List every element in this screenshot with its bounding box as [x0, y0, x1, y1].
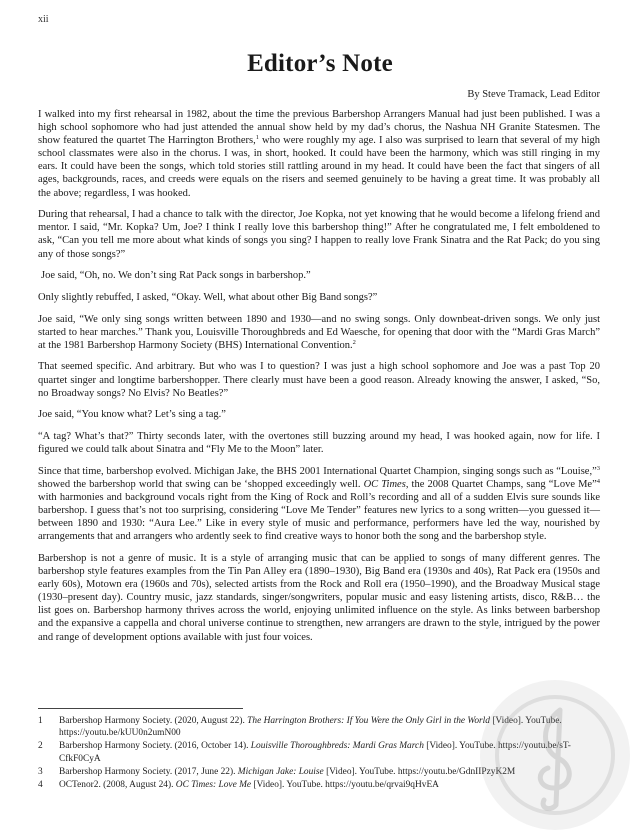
- footnote-divider: [38, 708, 243, 709]
- paragraph: [38, 269, 600, 282]
- footnote-ref: 4: [596, 477, 601, 485]
- text-run: Joe said, “Oh, no. We don’t sing Rat Pack songs in barbershop.”: [41, 270, 311, 282]
- text-run: with harmonies and background vocals right from the King of Rock and Roll’s recording and all of a sudden Elvis sure sounds like barbershop. I guess that’s not too surprising, considering “Love Me Tender” features new lyrics to a song written—you guessed it—between 1890 and 1930: “Aura Lee.” Like in every style of music and performance, performers have led the way, nourished by arrangements that and arrangers who ardently seek to find creative ways to honor both the song and the barbershop style.: [38, 492, 600, 543]
- text-run: Barbershop Harmony Society. (2017, June 22).: [59, 766, 238, 777]
- text-run: Only slightly rebuffed, I asked, “Okay. Well, what about other Big Band songs?”: [38, 291, 378, 303]
- text-run: showed the barbershop world that swing can be ‘shopped exceedingly well.: [38, 478, 364, 490]
- text-run: [Video]. YouTube. https://youtu.be/kUU0n2umN00: [59, 716, 562, 739]
- italic-title: Michigan Jake: Louise: [237, 766, 324, 777]
- italic-title: OC Times: [363, 478, 406, 490]
- text-run: That seemed specific. And arbitrary. But who was I to question? I was just a high school sophomore and Joe was a past Top 20 quartet singer and longtime barbershopper. There clearly must have been a good reason. Already knowing the answer, I asked, “So, no Broadway songs? No Elvis? No Beatles?”: [38, 361, 600, 399]
- paragraph: [38, 465, 600, 544]
- page-title: Editor’s Note: [247, 50, 393, 77]
- footnote-ref: 2: [352, 338, 356, 346]
- paragraph: [38, 108, 600, 200]
- paragraph: [38, 552, 600, 644]
- text-run: During that rehearsal, I had a chance to talk with the director, Joe Kopka, not yet knowing that he would become a lifelong friend and mentor. I said, “Mr. Kopka? Um, Joe? I think I really love this barbershop thing!” After he congratulated me, I felt emboldened to ask, “Can you tell me more about what kinds of songs you sing? I happen to really love Frank Sinatra and the Rat Pack; do you sing any of those songs?”: [38, 209, 600, 260]
- paragraph: [38, 291, 600, 304]
- text-run: , the 2008 Quartet Champs, sang “Love Me”: [405, 478, 597, 490]
- text-run: Barbershop Harmony Society. (2020, August 22).: [59, 716, 248, 726]
- text-run: Barbershop is not a genre of music. It is a style of arranging music that can be applied to songs of many different genres. The barbershop style features examples from the Tin Pan Alley era (1890–1930), Big Band era (1930s and 40s), Rat Pack era (1950s and early 60s), Motown era (1960s and 70s), selected artists from the Rock and Roll era (1950–1990), and the Broadway Musical stage (1930–present day). Country music, jazz standards, singer/songwriters, popular music and easy listening artists, disco, R&B… the list goes on. Barbershop harmony thrives across the world, enjoying unlimited influence on the style. As links between barbershop and the expansive a cappella and choral universe continue to strengthen, new arrangers are drawn to the style, intrigued by the power and range of development options available with just four voices.: [38, 552, 600, 643]
- text-run: I walked into my first rehearsal in 1982, about the time the previous Barbershop Arrangers Manual had just been published. I was a high school sophomore who had just attended the annual show held by my dad’s chorus, the Nashua NH Granite Statesmen. The show featured the quartet The Harrington Brothers,: [38, 109, 600, 147]
- footnote-number: 4: [38, 779, 43, 790]
- text-run: Barbershop Harmony Society. (2016, October 14).: [59, 741, 251, 752]
- paragraph: [38, 408, 600, 421]
- italic-title: The Harrington Brothers: If You Were the Only Girl in the World: [247, 716, 490, 726]
- footnote-number: 3: [38, 766, 43, 777]
- page-number: xii: [38, 14, 49, 25]
- byline: By Steve Tramack, Lead Editor: [467, 89, 600, 100]
- text-run: Since that time, barbershop evolved. Michigan Jake, the BHS 2001 International Quartet Champion, singing songs such as “Louise,”: [38, 465, 597, 477]
- italic-title: Louisville Thoroughbreds: Mardi Gras March: [250, 741, 424, 752]
- watermark-logo: [480, 680, 630, 830]
- text-run: [Video]. YouTube. https://youtu.be/qrvai9qHvEA: [251, 779, 439, 790]
- body-text: [38, 108, 600, 652]
- text-run: [Video]. YouTube. https://youtu.be/sT-CfkF0CyA: [59, 741, 571, 764]
- paragraph: [38, 360, 600, 399]
- text-run: Joe said, “We only sing songs written between 1890 and 1930—and no swing songs. Only downbeat-driven songs. We only just started to hear marches.” Thank you, Louisville Thoroughbreds and Ed Waesche, for opening that door with the “Mardi Gras March” at the 1981 Barbershop Harmony Society (BHS) International Convention.: [38, 313, 600, 351]
- text-run: “A tag? What’s that?” Thirty seconds later, with the overtones still buzzing around my head, I was hooked again, now for life. I figured we could talk about Sinatra and “Fly Me to the Moon” later.: [38, 431, 600, 456]
- paragraph: [38, 313, 600, 352]
- paragraph: [38, 208, 600, 260]
- footnote-number: 1: [38, 716, 43, 726]
- treble-clef-icon: [480, 680, 630, 830]
- footnote-ref: 3: [596, 464, 600, 472]
- text-run: who were roughly my age. I also was surprised to learn that several of my high school classmates were also in the chorus. I was, in short, hooked. It could have been the harmony, which was still ringing in my ears. It could have been the songs, which told stories still rattling around in my head. It could have been the fact that singers of all ages, backgrounds, races, and creeds were equals on the risers and seemed genuinely to be having a great time. It was probably all the above; regardless, I was hooked.: [38, 135, 601, 199]
- text-run: [Video]. YouTube. https://youtu.be/GdnIIPzyK2M: [323, 766, 516, 777]
- footnote-ref: 1: [255, 134, 259, 142]
- footnote-number: 2: [38, 741, 43, 752]
- paragraph: [38, 430, 600, 456]
- text-run: OCTenor2. (2008, August 24).: [59, 779, 176, 790]
- italic-title: OC Times: Love Me: [175, 779, 252, 790]
- text-run: Joe said, “You know what? Let’s sing a tag.”: [38, 409, 226, 421]
